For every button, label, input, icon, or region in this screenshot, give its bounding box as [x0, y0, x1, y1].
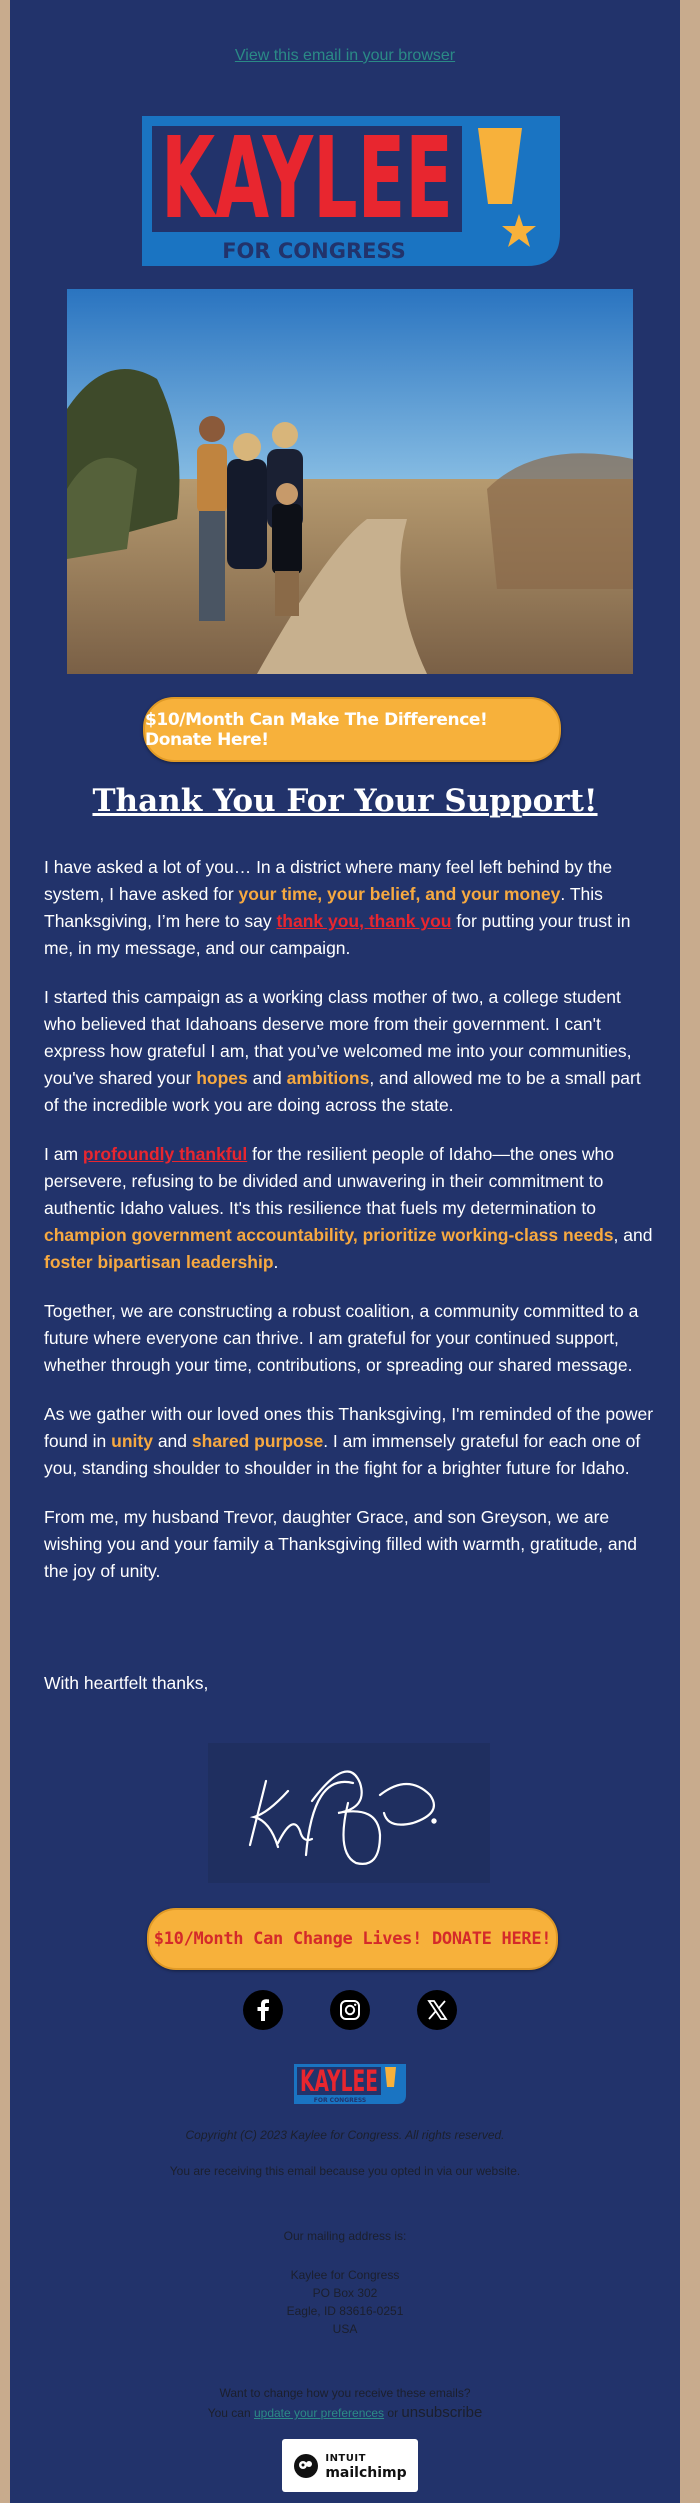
svg-text:KAYLEE: KAYLEE	[161, 114, 453, 244]
kaylee-logo-small	[294, 2064, 406, 2104]
footer-reason: You are receiving this email because you opted in via our website.	[169, 2164, 521, 2178]
footer-address: Kaylee for Congress PO Box 302 Eagle, ID 83616-0251 USA	[286, 2268, 404, 2336]
paragraph-6: From me, my husband Trevor, daughter Grace, and son Greyson, we are wishing you and your family a Thanksgiving filled with warmth, gratitude, and the joy of unity.	[44, 1507, 638, 1581]
update-preferences-link[interactable]: update your preferences	[253, 2406, 385, 2420]
paragraph-2: I started this campaign as a working class mother of two, a college student who believed that Idahoans deserve more from their government. I can't express how grateful I am, that you’ve welcomed me into your communities, you've shared your hopes and ambitions, and allowed me to be a small part of the incredible work you are doing across the state.	[44, 987, 641, 1115]
hero-family-photo	[67, 289, 633, 674]
mailchimp-wordmark: INTUIT mailchimp	[325, 2452, 407, 2481]
page-title: Thank You For Your Support!	[92, 783, 598, 819]
letter-body	[44, 854, 654, 1607]
svg-text:KAYLEE: KAYLEE	[300, 2064, 378, 2098]
mailchimp-icon	[293, 2453, 319, 2479]
paragraph-3: I am profoundly thankful for the resilient people of Idaho—the ones who persevere, refusing to be divided and unwavering in their commitment to authentic Idaho values. It's this resilience that fuels my determination to champion government accountability, prioritize working-class needs, and foster bipartisan leadership.	[44, 1144, 653, 1272]
paragraph-5: As we gather with our loved ones this Thanksgiving, I'm reminded of the power found in unity and shared purpose. I am immensely grateful for each one of you, standing shoulder to shoulder in the fight for a brighter future for Idaho.	[44, 1404, 654, 1478]
paragraph-1: I have asked a lot of you… In a district where many feel left behind by the system, I have asked for your time, your belief, and your money. This Thanksgiving, I’m here to say thank you, thank you for putting your trust in me, in my message, and our campaign.	[44, 857, 631, 958]
kaylee-logo	[142, 116, 560, 266]
svg-text:FOR CONGRESS: FOR CONGRESS	[222, 239, 406, 263]
footer-change-question: Want to change how you receive these emails?	[219, 2386, 471, 2400]
instagram-icon[interactable]	[330, 1990, 370, 2030]
view-in-browser-link[interactable]: View this email in your browser	[234, 47, 456, 64]
footer-address-label: Our mailing address is:	[283, 2229, 407, 2243]
unsubscribe-link[interactable]: unsubscribe	[401, 2404, 483, 2421]
paragraph-4: Together, we are constructing a robust coalition, a community committed to a future where everyone can thrive. I am grateful for your continued support, whether through your time, contributions, or spreading our shared message.	[44, 1301, 639, 1375]
svg-text:FOR CONGRESS: FOR CONGRESS	[313, 2097, 367, 2104]
closing-line: With heartfelt thanks,	[44, 1673, 209, 1693]
footer-preferences: You can update your preferences or unsubscribe	[207, 2404, 483, 2421]
email-body	[10, 0, 680, 2503]
signature-image	[208, 1743, 490, 1883]
footer-copyright: Copyright (C) 2023 Kaylee for Congress. All rights reserved.	[185, 2128, 505, 2142]
x-twitter-icon[interactable]	[417, 1990, 457, 2030]
mailchimp-badge[interactable]	[282, 2439, 418, 2492]
facebook-icon[interactable]	[243, 1990, 283, 2030]
donate-button-top[interactable]: $10/Month Can Make The Difference! Donate Here!	[143, 697, 561, 762]
donate-button-bottom[interactable]: $10/Month Can Change Lives! DONATE HERE!	[147, 1908, 558, 1970]
